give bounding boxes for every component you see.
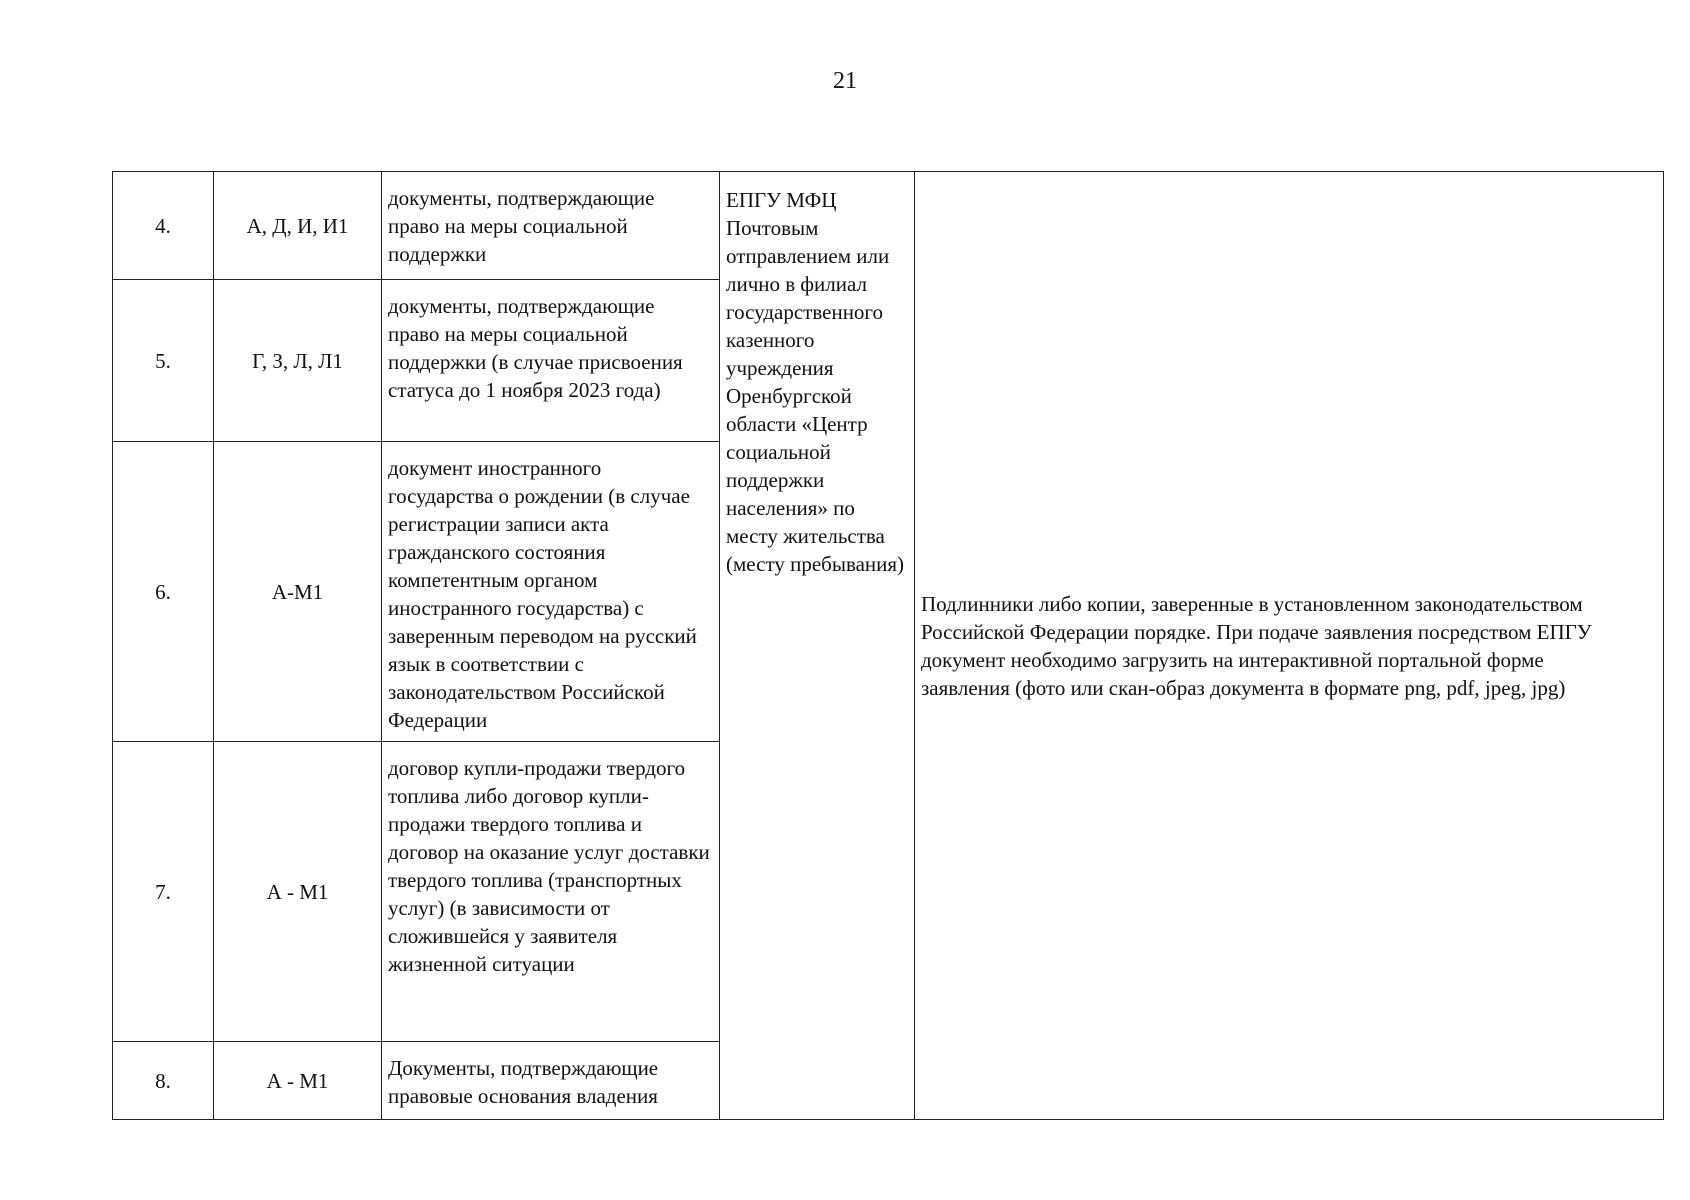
page-number: 21 xyxy=(833,68,857,94)
row-categories: А, Д, И, И1 xyxy=(214,172,382,280)
row-document: Документы, подтверждающие правовые основания владения xyxy=(382,1042,720,1120)
row-categories: А-М1 xyxy=(214,442,382,742)
row-number: 7. xyxy=(113,742,214,1042)
documents-table xyxy=(112,171,1664,1120)
table-row xyxy=(113,172,1664,280)
row-document: документы, подтверждающие право на меры социальной поддержки (в случае присвоения статуса до 1 ноября 2023 года) xyxy=(382,280,720,442)
row-number: 6. xyxy=(113,442,214,742)
row-document: документы, подтверждающие право на меры социальной поддержки xyxy=(382,172,720,280)
row-number: 8. xyxy=(113,1042,214,1120)
row-categories: А - М1 xyxy=(214,742,382,1042)
row-document: договор купли-продажи твердого топлива либо договор купли-продажи твердого топлива и договор на оказание услуг доставки твердого топлива (транспортных услуг) (в зависимости от сложившейся у заявителя жизненной ситуации xyxy=(382,742,720,1042)
requirements-note-cell: Подлинники либо копии, заверенные в установленном законодательством Российской Федерации порядке. При подаче заявления посредством ЕПГУ документ необходимо загрузить на интерактивной портальной форме заявления (фото или скан-образ документа в формате png, pdf, jpeg, jpg) xyxy=(915,172,1664,1120)
row-number: 4. xyxy=(113,172,214,280)
row-document: документ иностранного государства о рождении (в случае регистрации записи акта гражданского состояния компетентным органом иностранного государства) с заверенным переводом на русский язык в соответствии с законодательством Российской Федерации xyxy=(382,442,720,742)
row-categories: Г, З, Л, Л1 xyxy=(214,280,382,442)
submission-method-cell: ЕПГУ МФЦ Почтовым отправлением или лично в филиал государственного казенного учреждения Оренбургской области «Центр социальной поддержки населения» по месту жительства (месту пребывания) xyxy=(720,172,915,1120)
row-number: 5. xyxy=(113,280,214,442)
row-categories: А - М1 xyxy=(214,1042,382,1120)
